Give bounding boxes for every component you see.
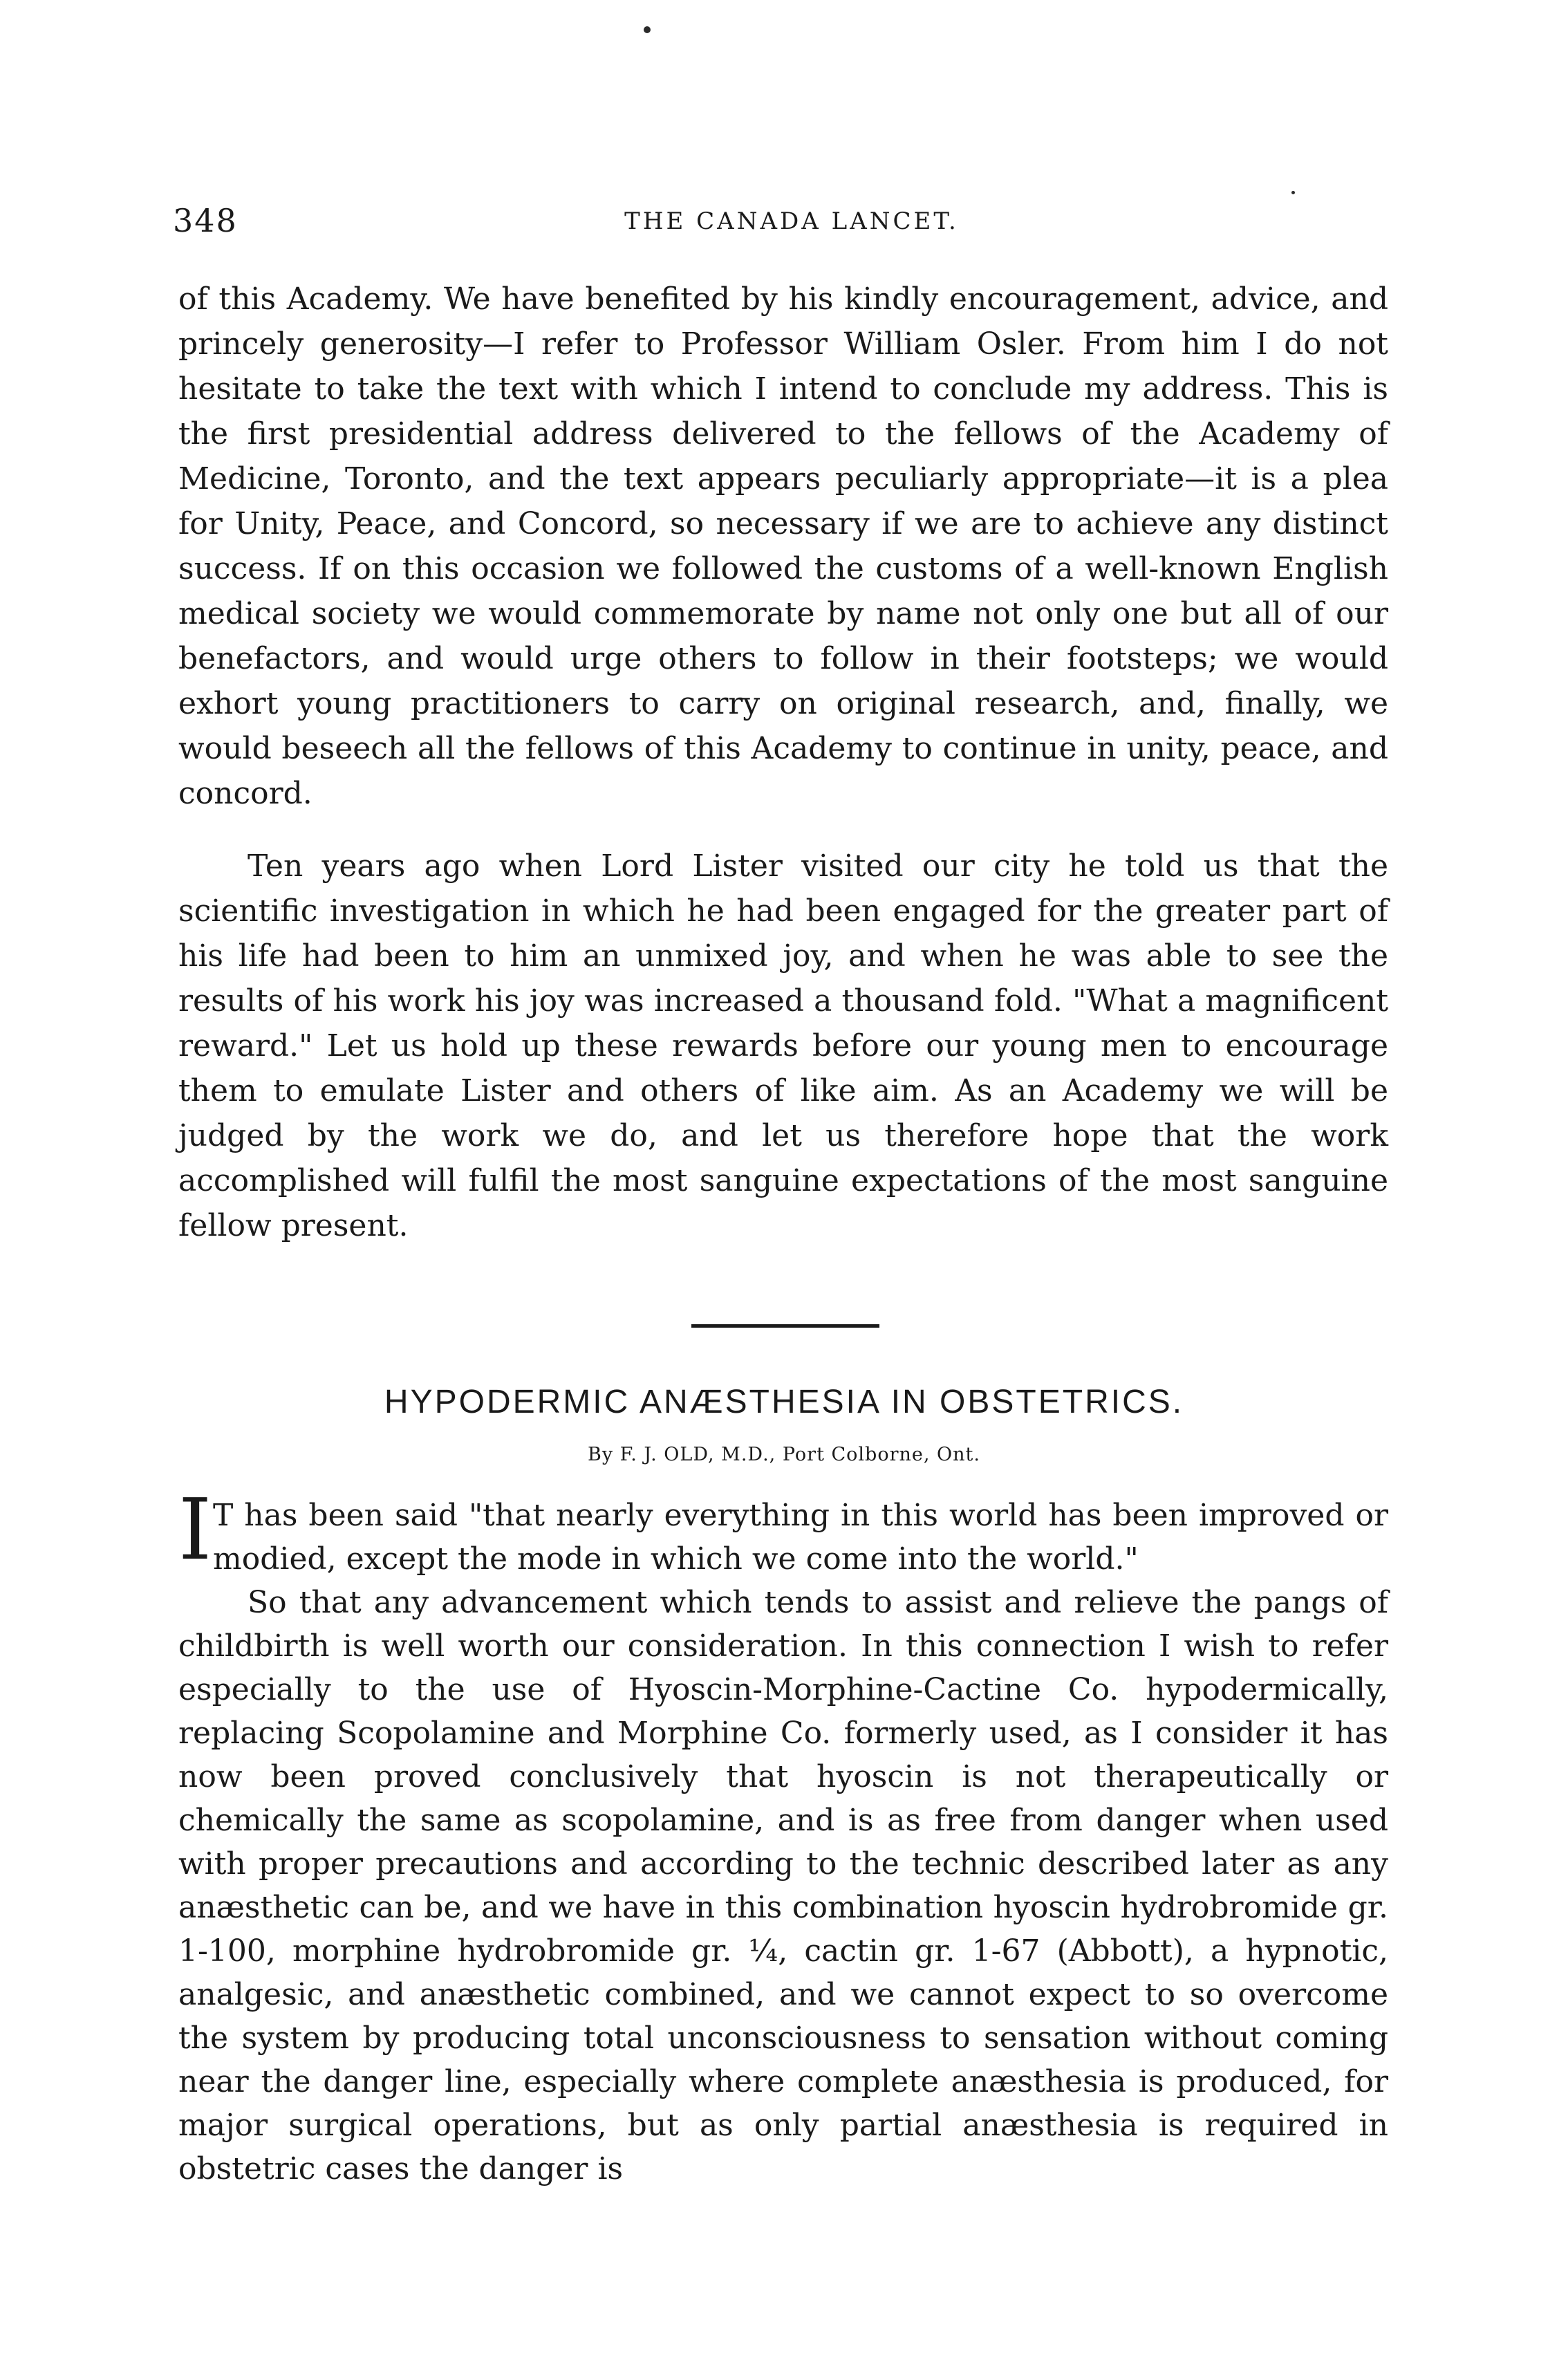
section-divider-rule [691,1324,879,1328]
article-byline: By F. J. OLD, M.D., Port Colborne, Ont. [588,1444,980,1465]
article-title: HYPODERMIC ANÆSTHESIA IN OBSTETRICS. [384,1384,1184,1420]
article-paragraph-1: T has been said "that nearly everything in this world has been improved or modied, except the mode in which we come into the world." [213,1498,1388,1577]
article-paragraph-2: So that any advancement which tends to assist and relieve the pangs of childbirth is well worth our consideration. In this connection I wish to refer especially to the use of Hyoscin-Morphine-Cactine Co. hypodermically, replacing Scopolamine and Morphine Co. formerly used, as I consider it has now been proved conclusively that hyoscin is not therapeutically or chemically the same as scopolamine, and is as free from danger when used with proper precautions and according to the technic described later as any anæsthetic can be, and we have in this combination hyoscin hydrobromide gr. 1-100, morphine hydrobromide gr. ¼, cactin gr. 1-67 (Abbott), a hypnotic, analgesic, and anæsthetic combined, and we cannot expect to so overcome the system by producing total unconsciousness to sensation without coming near the danger line, especially where complete anæsthesia is produced, for major surgical operations, but as only partial anæsthesia is required in obstetric cases the danger is [178,1585,1388,2187]
print-speck-right [1291,191,1295,194]
print-speck-top [644,26,651,33]
page-number: 348 [173,202,238,239]
running-header [173,202,1410,243]
running-title: THE CANADA LANCET. [624,207,959,235]
drop-cap: I [178,1480,212,1579]
previous-article-paragraph-1: of this Academy. We have benefited by his kindly encouragement, advice, and princely generosity—I refer to Professor William Osler. From him I do not hesitate to take the text with which I intend to conclude my address. This is the first presidential address delivered to the fellows of the Academy of Medicine, Toronto, and the text appears peculiarly appropriate—it is a plea for Unity, Peace, and Concord, so necessary if we are to achieve any distinct success. If on this occasion we followed the customs of a well-known English medical society we would commemorate by name not only one but all of our benefactors, and would urge others to follow in their footsteps; we would exhort young practitioners to carry on original research, and, finally, we would beseech all the fellows of this Academy to continue in unity, peace, and concord. [178,281,1388,811]
previous-article-paragraph-2: Ten years ago when Lord Lister visited our city he told us that the scientific investigation in which he had been engaged for the greater part of his life had been to him an unmixed joy, and when he was able to see the results of his work his joy was increased a thousand fold. "What a magnificent reward." Let us hold up these rewards before our young men to encourage them to emulate Lister and others of like aim. As an Academy we will be judged by the work we do, and let us therefore hope that the work accomplished will fulfil the most sanguine expectations of the most sanguine fellow present. [178,848,1388,1243]
